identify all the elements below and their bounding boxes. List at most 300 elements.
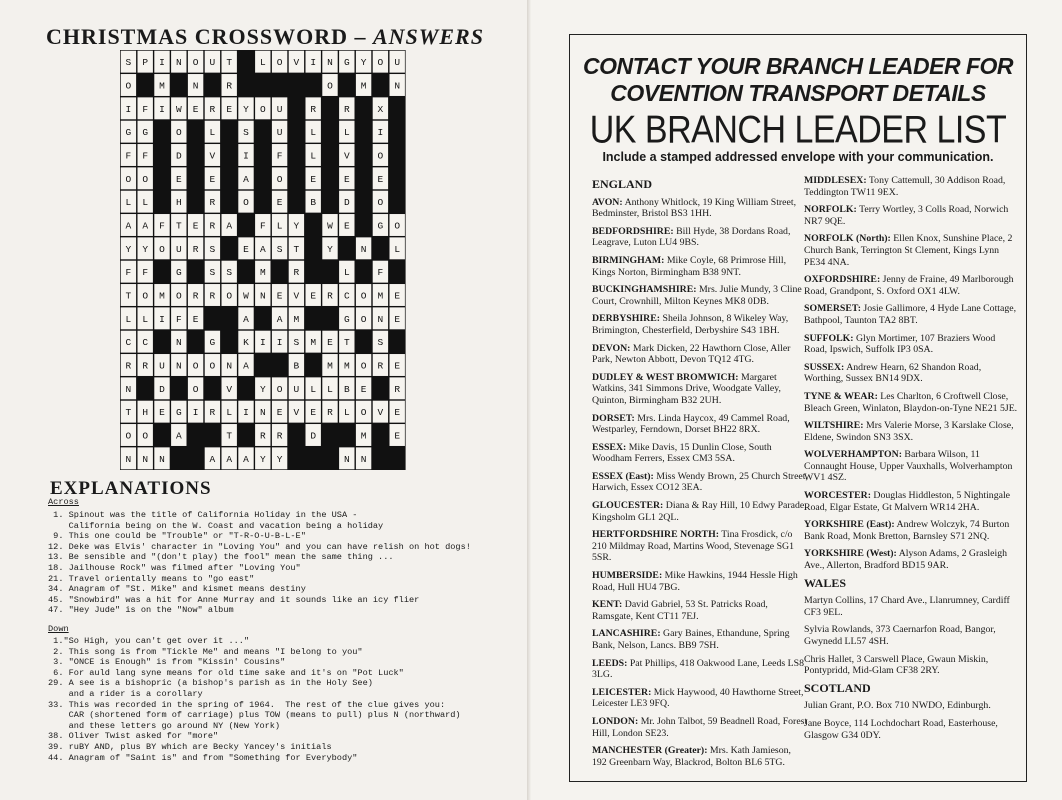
branch-name: NORFOLK: [804,204,857,216]
crossword-letter: E [192,103,199,115]
explanation-line: 12. Deke was Elvis' character in "Loving You" and you can have relish on hot dogs! [48,541,471,552]
crossword-letter: M [360,430,367,442]
crossword-letter: Y [259,453,266,465]
explanation-line: and these letters go around NY (New York) [48,720,281,731]
branch-entry [592,284,808,307]
crossword-letter: G [175,267,182,279]
branch-name: SOMERSET: [804,303,861,315]
crossword-letter: L [343,127,350,139]
crossword-letter: O [142,290,149,302]
right-page [531,0,1062,800]
crossword-letter: O [209,360,216,372]
branch-name: ESSEX (East): [592,470,654,482]
crossword-letter: R [209,197,216,209]
region-heading: SCOTLAND [804,680,871,695]
crossword-title [46,24,484,50]
branch-leader-box [569,34,1027,782]
crossword-letter: H [175,197,182,209]
branch-address: Gary Baines, Ethandune, Spring Bank, Nelson, Lancs. BB9 7SH. [592,628,790,651]
branch-name: HERTFORDSHIRE NORTH: [592,529,719,541]
crossword-letter: W [327,220,333,232]
branch-entry [804,333,1020,356]
branch-entry [804,303,1020,326]
crossword-title-answers: ANSWERS [373,24,484,49]
explanation-line: 34. Anagram of "St. Mike" and kismet means destiny [48,584,306,595]
crossword-letter: D [159,383,165,395]
crossword-letter: D [175,150,182,162]
crossword-letter: I [159,313,165,325]
crossword-letter: O [175,290,182,302]
explanation-line: 9. This one could be "Trouble" or "T-R-O-U-B-L-E" [48,531,306,542]
crossword-letter: R [327,290,333,302]
crossword-letter: V [226,383,233,395]
crossword-letter: M [377,290,384,302]
branch-name: YORKSHIRE (East): [804,519,895,531]
crossword-letter: F [159,220,165,232]
branch-entry [592,628,808,651]
branch-entry [804,548,1020,571]
branch-address: Mark Dicken, 22 Hawthorn Close, Aller Park, Newton Abbott, Devon TQ12 4TG. [592,342,791,366]
headline-line-2: COVENTION TRANSPORT DETAILS [610,80,986,106]
branch-entry [804,490,1020,513]
branch-address: Mike Hawkins, 1944 Hessle High Road, Hull HU4 7BG. [592,570,798,593]
branch-name: LEICESTER: [592,686,652,698]
crossword-letter: M [310,337,317,349]
explanation-line: and a rider is a corollary [48,688,203,699]
crossword-letter: S [125,57,132,69]
crossword-letter: R [226,80,233,92]
crossword-letter: N [226,360,233,372]
crossword-letter: A [125,220,132,232]
crossword-letter: M [259,267,266,279]
crossword-letter: G [377,220,384,232]
crossword-letter: Y [142,243,149,255]
crossword-letter: B [310,197,317,209]
explanation-line: 44. Anagram of "Saint is" and from "Something for Everybody" [48,752,358,763]
branch-name: GLOUCESTER: [592,500,664,512]
crossword-letter: C [142,337,149,349]
crossword-letter: V [209,150,216,162]
crossword-letter: A [243,360,249,372]
branch-name: DERBYSHIRE: [592,313,661,325]
crossword-letter: U [394,57,401,69]
branch-name: SUSSEX: [804,361,845,373]
region-heading: WALES [804,575,847,590]
explanation-line: California being on the W. Coast and vacation being a holiday [48,520,384,531]
crossword-letter: O [276,383,283,395]
crossword-letter: C [343,290,350,302]
crossword-letter: O [360,290,367,302]
crossword-letter: V [293,407,300,419]
branch-column-2 [804,175,1020,747]
crossword-letter: L [209,127,216,139]
crossword-letter: R [259,430,266,442]
crossword-letter: O [327,80,333,92]
crossword-letter: O [377,150,384,162]
crossword-letter: E [343,220,350,232]
branch-name: LONDON: [592,715,639,727]
crossword-letter: O [276,173,283,185]
branch-entry [592,442,808,465]
branch-entry [804,519,1020,542]
crossword-letter: L [343,267,350,279]
crossword-letter: A [209,453,216,465]
crossword-letter: F [125,267,132,279]
crossword-letter: O [142,173,149,185]
explanation-line: 6. For auld lang syne means for old time sake and it's on "Pot Luck" [48,667,404,678]
branch-entry [592,226,808,249]
crossword-letter: N [327,57,333,69]
branch-address: Terry Wortley, 3 Colls Road, Norwich NR7 9QE. [804,204,1009,227]
branch-name: DORSET: [592,412,635,424]
crossword-letter: L [125,197,132,209]
crossword-letter: E [209,173,216,185]
crossword-letter: P [142,57,149,69]
crossword-letter: O [125,173,132,185]
branch-name: ESSEX: [592,441,627,453]
branch-address: Pat Phillips, 418 Oakwood Lane, Leeds LS8 3LG. [592,657,804,681]
branch-name: BUCKINGHAMSHIRE: [592,284,697,296]
crossword-letter: O [192,383,199,395]
branch-address: Mr. John Talbot, 59 Beadnell Road, Forest Hill, London SE23. [592,715,808,739]
crossword-letter: E [310,290,317,302]
branch-entry [592,599,808,622]
down-explanations [48,636,461,763]
crossword-letter: M [159,80,165,92]
crossword-letter: N [175,360,182,372]
crossword-letter: I [243,150,249,162]
branch-entry [592,255,808,278]
crossword-letter: I [243,407,249,419]
crossword-letter: O [360,313,367,325]
crossword-letter: A [226,453,233,465]
crossword-svg [120,50,406,470]
crossword-letter: I [125,103,132,115]
crossword-letter: I [377,127,384,139]
crossword-letter: E [243,243,249,255]
crossword-letter: T [125,290,132,302]
crossword-letter: W [175,103,182,115]
crossword-letter: N [159,453,165,465]
crossword-letter: E [310,173,317,185]
crossword-letter: K [243,337,249,349]
crossword-letter: F [142,267,149,279]
branch-address: Glyn Mortimer, 107 Braziers Wood Road, Ipswich, Suffolk IP3 0SA. [804,332,996,356]
branch-name: BEDFORDSHIRE: [592,225,674,237]
crossword-letter: R [192,243,199,255]
crossword-letter: O [276,57,283,69]
crossword-letter: E [276,407,283,419]
branch-address: Josie Gallimore, 4 Hyde Lane Cottage, Bathpool, Taunton TA2 8BT. [804,303,1017,326]
crossword-letter: L [343,407,350,419]
branch-name: AVON: [592,196,623,208]
branch-name: HUMBERSIDE: [592,570,663,582]
crossword-letter: R [377,360,384,372]
crossword-letter: A [226,220,233,232]
crossword-letter: R [276,430,283,442]
explanation-line: 47. "Hey Jude" is on the "Now" album [48,605,234,616]
branch-address: Chris Hallet, 3 Carswell Place, Gwaun Miskin, Pontypridd, Mid-Glam CF38 2RY. [804,653,989,677]
transport-headline [570,53,1026,107]
crossword-letter: L [310,383,317,395]
crossword-letter: T [343,337,350,349]
crossword-letter: E [394,313,401,325]
crossword-letter: O [192,57,199,69]
crossword-letter: R [209,220,216,232]
explanations-title: EXPLANATIONS [50,478,212,499]
crossword-letter: L [310,150,317,162]
branch-name: LEEDS: [592,657,628,669]
explanation-line: 33. This was recorded in the spring of 1964. The rest of the clue gives you: [48,699,446,710]
branch-address: Mrs. Julie Mundy, 3 Cline Court, Crownhill, Milton Keynes MK8 0DB. [592,284,802,307]
crossword-letter: R [310,103,317,115]
branch-address: Jane Boyce, 114 Lochdochart Road, Easterhouse, Glasgow G34 0DY. [804,717,998,741]
crossword-letter: W [243,290,249,302]
crossword-letter: A [175,430,182,442]
crossword-letter: T [125,407,132,419]
crossword-letter: M [360,80,367,92]
crossword-letter: I [259,337,266,349]
crossword-letter: V [377,407,384,419]
crossword-letter: G [343,313,350,325]
branch-address: Julian Grant, P.O. Box 710 NWDO, Edinburgh. [804,700,991,712]
crossword-letter: I [310,57,317,69]
crossword-letter: S [293,337,300,349]
crossword-letter: Y [327,243,333,255]
crossword-letter: L [276,220,283,232]
crossword-letter: E [310,407,317,419]
branch-address: Tina Frosdick, c/o 210 Mildmay Road, Martins Wood, Stevenage SG1 5SR. [592,529,795,564]
crossword-letter: O [142,430,149,442]
crossword-grid [120,50,406,475]
crossword-letter: F [276,150,283,162]
branch-entry [592,570,808,593]
crossword-letter: N [192,80,199,92]
crossword-letter: D [343,197,350,209]
explanation-line: 38. Oliver Twist asked for "more" [48,731,219,742]
branch-list-title: UK BRANCH LEADER LIST [589,108,1007,152]
crossword-letter: G [142,127,149,139]
crossword-letter: N [125,383,132,395]
crossword-letter: S [243,127,249,139]
branch-name: KENT: [592,599,623,611]
branch-entry [592,687,808,710]
crossword-letter: F [259,220,266,232]
crossword-letter: G [343,57,350,69]
crossword-letter: R [327,407,333,419]
branch-name: LANCASHIRE: [592,628,661,640]
explanation-line: 2. This song is from "Tickle Me" and means "I belong to you" [48,646,363,657]
crossword-letter: R [394,383,401,395]
crossword-letter: E [360,383,367,395]
branch-address: Miss Wendy Brown, 25 Church Street, Harwich, Essex CO12 3EA. [592,470,808,494]
crossword-letter: V [343,150,350,162]
explanation-line: 1."So High, you can't get over it ..." [48,636,250,646]
crossword-letter: A [243,453,249,465]
branch-name: SUFFOLK: [804,332,854,344]
crossword-letter: U [293,383,300,395]
crossword-letter: Y [360,57,367,69]
crossword-letter: N [394,80,401,92]
explanation-line: 1. Spinout was the title of California Holiday in the USA - [48,510,358,520]
crossword-letter: U [276,127,283,139]
crossword-letter: O [159,243,165,255]
crossword-letter: G [175,407,182,419]
crossword-letter: Y [276,453,283,465]
crossword-letter: N [343,453,350,465]
explanation-line: 29. A see is a bishopric (a bishop's parish as in the Holy See) [48,678,373,689]
crossword-letter: O [394,220,401,232]
crossword-letter: E [343,173,350,185]
crossword-letter: M [293,313,300,325]
crossword-letter: N [175,337,182,349]
branch-name: WORCESTER: [804,490,871,502]
crossword-letter: E [226,103,233,115]
crossword-letter: S [226,267,233,279]
branch-name: DUDLEY & WEST BROMWICH: [592,371,739,383]
crossword-letter: F [125,150,132,162]
branch-entry [592,471,808,494]
crossword-letter: F [142,103,149,115]
branch-address: Douglas Hiddleston, 5 Nightingale Road, Elgar Estate, Gt Malvern WR14 2HA. [804,490,1011,513]
crossword-letter: E [327,337,333,349]
crossword-letter: M [159,290,165,302]
branch-entry [592,658,808,681]
crossword-letter: E [394,430,401,442]
branch-address: Bill Hyde, 38 Dordans Road, Leagrave, Luton LU4 9BS. [592,225,791,249]
branch-address: Mrs. Kath Jamieson, 192 Greenbarn Way, Blackrod, Bolton BL6 5TG. [592,745,791,768]
headline-line-1: CONTACT YOUR BRANCH LEADER FOR [582,53,1014,79]
branch-entry [804,449,1020,484]
crossword-letter: F [142,150,149,162]
crossword-letter: B [343,383,350,395]
branch-address: Mick Haywood, 40 Hawthorne Street, Leicester LE3 9FQ. [592,686,804,710]
crossword-letter: E [394,407,401,419]
crossword-letter: U [159,360,165,372]
crossword-letter: G [125,127,132,139]
crossword-letter: A [142,220,149,232]
branch-entry [592,529,808,564]
crossword-letter: U [175,243,182,255]
branch-entry [592,343,808,366]
crossword-letter: O [377,57,384,69]
crossword-letter: E [175,173,182,185]
crossword-letter: H [142,407,149,419]
crossword-letter: N [175,57,182,69]
branch-name: NORFOLK (North): [804,233,891,245]
branch-address: Anthony Whitlock, 19 King William Street, Bedminster, Bristol BS3 1HH. [592,196,797,220]
crossword-letter: X [377,103,384,115]
crossword-letter: S [377,337,384,349]
crossword-letter: V [293,290,300,302]
crossword-letter: E [192,220,199,232]
branch-entry [592,413,808,436]
crossword-letter: T [175,220,182,232]
branch-name: BIRMINGHAM: [592,254,665,266]
crossword-letter: O [175,127,182,139]
down-label: Down [48,624,69,634]
crossword-title-main: CHRISTMAS CROSSWORD – [46,24,373,49]
crossword-letter: I [276,337,283,349]
crossword-letter: T [226,57,233,69]
crossword-letter: O [226,290,233,302]
crossword-letter: N [377,313,384,325]
branch-column-1 [592,175,808,774]
crossword-letter: O [125,430,132,442]
across-label: Across [48,497,79,507]
branch-address: Alyson Adams, 2 Grasleigh Ave., Allerton, Bradford BD15 9AR. [804,548,1008,572]
crossword-letter: I [192,407,199,419]
explanation-line: CAR (shortened form of carriage) plus TOW (means to pull) plus N (northward) [48,710,461,721]
branch-address: Martyn Collins, 17 Chard Ave., Llanrumney, Cardiff CF3 9EL. [804,595,1010,618]
branch-address: Mrs Valerie Morse, 3 Karslake Close, Eldene, Swindon SN3 3SX. [804,420,1014,443]
crossword-letter: A [276,313,283,325]
crossword-letter: E [394,360,401,372]
across-explanations [48,510,471,616]
crossword-letter: T [293,243,300,255]
crossword-letter: N [360,453,367,465]
crossword-letter: N [259,407,266,419]
crossword-letter: E [276,197,283,209]
crossword-letter: R [142,360,149,372]
branch-name: OXFORDSHIRE: [804,274,881,286]
crossword-letter: B [293,360,300,372]
crossword-letter: S [209,267,216,279]
crossword-letter: F [377,267,384,279]
crossword-letter: C [125,337,132,349]
branch-address: Diana & Ray Hill, 10 Edwy Parade, Kingsholm GL1 2QL. [592,500,807,523]
crossword-letter: R [209,407,216,419]
crossword-letter: L [259,57,266,69]
crossword-letter: G [209,337,216,349]
branch-entry [804,204,1020,227]
region-heading: ENGLAND [592,177,653,191]
crossword-letter: N [125,453,132,465]
branch-entry [592,745,808,768]
crossword-letter: Y [293,220,300,232]
branch-address: Mike Davis, 15 Dunlin Close, South Woodham Ferrers, Essex CM3 5SA. [592,441,772,465]
branch-name: WILTSHIRE: [804,420,864,432]
branch-list-subtitle: Include a stamped addressed envelope with your communication. [602,150,994,164]
crossword-letter: O [259,103,266,115]
branch-address: Ellen Knox, Sunshine Place, 2 Church Bank, Terrington St Clement, Kings Lynn PE34 4NA. [804,233,1013,268]
branch-entry [804,391,1020,414]
crossword-letter: A [243,313,249,325]
crossword-letter: A [259,243,266,255]
explanation-line: 13. Be sensible and "(don't play) the fool" mean the same thing ... [48,552,394,563]
crossword-letter: N [259,290,266,302]
crossword-letter: E [159,407,165,419]
crossword-letter: O [125,80,132,92]
crossword-letter: Y [259,383,266,395]
branch-entry [804,274,1020,297]
crossword-letter: Y [125,243,132,255]
crossword-letter: E [394,290,401,302]
crossword-letter: E [377,173,384,185]
crossword-letter: I [159,57,165,69]
crossword-letter: R [125,360,132,372]
crossword-letter: Y [243,103,249,115]
crossword-letter: E [192,313,199,325]
crossword-letter: I [159,103,165,115]
branch-entry [592,197,808,220]
crossword-letter: S [209,243,216,255]
explanation-line: 18. Jailhouse Rock" was filmed after "Loving You" [48,562,301,573]
branch-entry [592,372,808,407]
branch-name: YORKSHIRE (West): [804,548,897,560]
branch-address: Tony Cattemull, 30 Addison Road, Teddington TW11 9EX. [804,175,1006,198]
branch-address: Mike Coyle, 68 Primrose Hill, Kings Norton, Birmingham B38 9NT. [592,254,787,278]
